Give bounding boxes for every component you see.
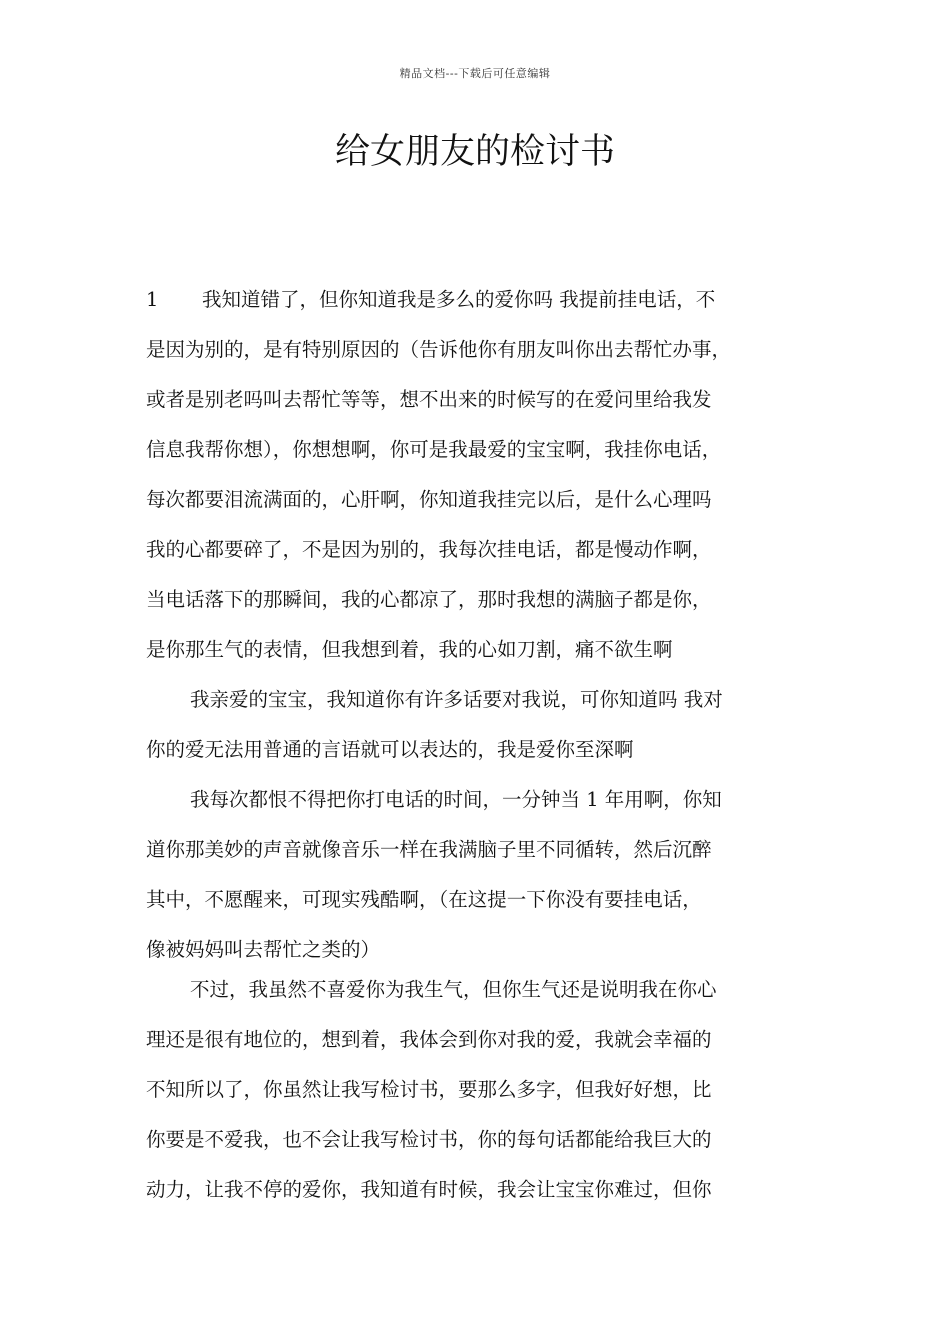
paragraph-number: 1 — [146, 288, 159, 311]
paragraph-line: 道你那美妙的声音就像音乐一样在我满脑子里不同循转，然后沉醉 — [146, 838, 712, 861]
paragraph-line: 不知所以了，你虽然让我写检讨书，要那么多字，但我好好想，比 — [146, 1078, 712, 1101]
paragraph-line: 1 我知道错了，但你知道我是多么的爱你吗 我提前挂电话，不 — [146, 284, 826, 334]
page-header: 精品文档---下载后可任意编辑 — [399, 67, 551, 80]
paragraph-line: 是因为别的，是有特别原因的（告诉他你有朋友叫你出去帮忙办事， — [146, 338, 732, 361]
paragraph-line: 我的心都要碎了，不是因为别的，我每次挂电话，都是慢动作啊， — [146, 538, 712, 561]
paragraph-4 — [146, 974, 826, 1224]
paragraph-2 — [146, 684, 826, 784]
paragraph-3 — [146, 784, 826, 974]
paragraph-line: 你要是不爱我，也不会让我写检讨书，你的每句话都能给我巨大的 — [146, 1128, 712, 1151]
paragraph-line: 理还是很有地位的，想到着，我体会到你对我的爱，我就会幸福的 — [146, 1028, 712, 1051]
document-title: 给女朋友的检讨书 — [334, 132, 615, 172]
paragraph-line: 是你那生气的表情，但我想到着，我的心如刀割，痛不欲生啊 — [146, 638, 673, 661]
document-body — [146, 284, 826, 1224]
paragraph-line: 当电话落下的那瞬间，我的心都凉了，那时我想的满脑子都是你， — [146, 588, 712, 611]
paragraph-line: 不过，我虽然不喜爱你为我生气，但你生气还是说明我在你心 — [190, 978, 717, 1001]
paragraph-line: 我每次都恨不得把你打电话的时间，一分钟当 1 年用啊，你知 — [190, 788, 722, 811]
paragraph-line: 我亲爱的宝宝，我知道你有许多话要对我说，可你知道吗 我对 — [190, 688, 723, 711]
paragraph-line: 其中，不愿醒来，可现实残酷啊，（在这提一下你没有要挂电话， — [146, 888, 702, 911]
paragraph-line: 动力，让我不停的爱你，我知道有时候，我会让宝宝你难过，但你 — [146, 1178, 712, 1201]
paragraph-line: 信息我帮你想），你想想啊，你可是我最爱的宝宝啊，我挂你电话， — [146, 438, 722, 461]
paragraph-line: 每次都要泪流满面的，心肝啊，你知道我挂完以后，是什么心理吗 — [146, 488, 712, 511]
paragraph-line: 你的爱无法用普通的言语就可以表达的，我是爱你至深啊 — [146, 738, 634, 761]
paragraph-line: 或者是别老吗叫去帮忙等等，想不出来的时候写的在爱问里给我发 — [146, 388, 712, 411]
paragraph-1 — [146, 284, 826, 684]
paragraph-line: 像被妈妈叫去帮忙之类的） — [146, 938, 381, 961]
